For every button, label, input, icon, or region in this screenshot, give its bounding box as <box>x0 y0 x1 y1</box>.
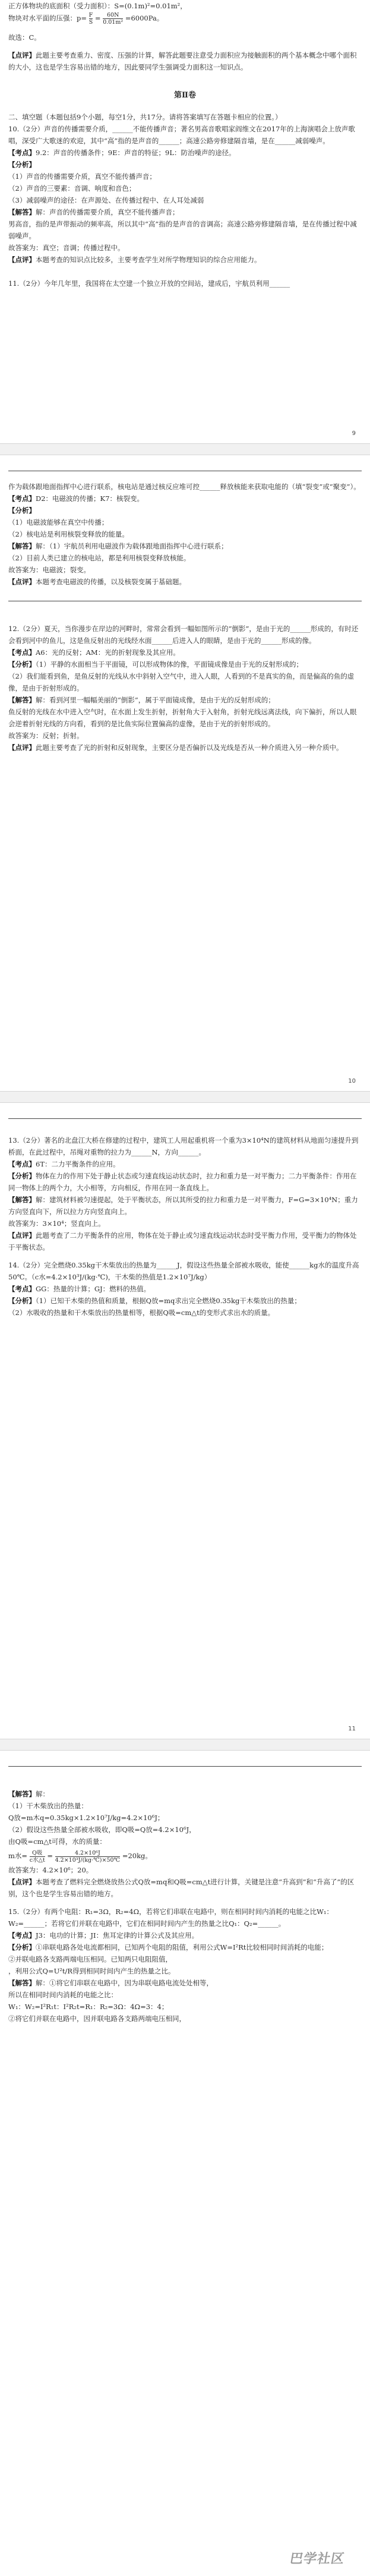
kaodian-tag: 【考点】 <box>8 1285 36 1293</box>
analysis-line: ，利用公式Q=U²t/R得到相同时间内产生的热量之比。 <box>8 1967 175 1975</box>
comment-block <box>6 576 364 588</box>
comment-tag: 【点评】 <box>8 256 36 264</box>
solution-line: 故答案为：反射；折射。 <box>8 732 84 740</box>
solution-line: W₁：W₂=I²R₁t：I²R₂t=R₁：R₂=3Ω：4Ω=3：4； <box>8 2003 169 2011</box>
solution-line: 男高音，指的是声带振动的频率高，所以其中“高”指的是声音的音调高；高速公路旁修建隔音墙，是在传播过程中减弱噪声。 <box>8 220 357 240</box>
denominator: 4.2×10³J/(kg·℃)×50℃ <box>55 1856 121 1864</box>
section-intro: 二、填空题（本题包括9个小题，每空1分，共17分。请将答案填写在答题卡相应的位置。） <box>8 113 282 121</box>
section-title: 第Ⅱ卷 <box>174 91 196 100</box>
formula-prefix: m水= <box>8 1852 28 1860</box>
analysis-block <box>6 159 364 171</box>
comment-block <box>6 1876 364 1900</box>
kaodian-text: 6T：二力平衡条件的应用。 <box>36 1160 120 1168</box>
comment-tag: 【点评】 <box>8 743 36 752</box>
solution-text: 解：①将它们串联在电路中，因为串联电路电流处处相等， <box>36 1979 213 1987</box>
solution-tag: 【解答】 <box>8 1196 36 1204</box>
analysis-block <box>6 1295 364 1307</box>
comment-text: 本题考查了燃料完全燃烧放热公式Q放=mq和Q吸=cm△t进行计算，关键是注意“升高到”和“升高了”的区别，这个也是学生容易出错的地方。 <box>8 1878 355 1898</box>
rule-line <box>8 1118 362 1119</box>
solution-tag: 【解答】 <box>8 1790 36 1798</box>
kaodian-block <box>6 1283 364 1295</box>
document-page-4 <box>6 1753 364 2576</box>
solution-line: Q放=m木q=0.35kg×1.2×10⁷J/kg=4.2×10⁶J； <box>8 1814 165 1822</box>
solution-line: 故答案为：3×10⁴；竖直向上。 <box>8 1219 105 1228</box>
page-separator <box>0 1739 370 1751</box>
solution-line: 所以在相同时间内消耗的电能之比： <box>8 1991 118 1999</box>
comment-text: 本题考查的知识点比较多，主要考查学生对所学物理知识的综合应用能力。 <box>36 256 261 264</box>
solution-line: 故答案为：真空；音调；传播过程中。 <box>8 244 125 252</box>
analysis-line: （2）核电站是利用核裂变释放的能量。 <box>8 530 129 538</box>
mass-formula <box>6 1847 364 1864</box>
analysis-line: （2）声音的三要素：音调、响度和音色； <box>8 184 136 193</box>
solution-line: 由Q吸=cm△t可得，水的质量： <box>8 1837 106 1846</box>
solution-block <box>6 694 364 706</box>
comment-tag: 【点评】 <box>8 1231 36 1240</box>
fraction <box>55 1850 121 1864</box>
formula-result: =6000Pa。 <box>125 14 164 23</box>
solution-block <box>6 206 364 218</box>
kaodian-tag: 【考点】 <box>8 149 36 157</box>
solution-line: 鱼反射的光线在水中进入空气时，在水面上发生折射，折射角大于入射角，折射光线远离法线，向下偏折，所以人眼会逆着折射光线的方向看，看到的是比鱼实际位置偏高的虚像，是由于光的折射形成的。 <box>8 708 357 728</box>
question-12: 12.（2分）夏天，当你漫步在岸边的河畔时，常常会看到一幅如图所示的“倒影”，是由于光的______形成的，有时还会看到河中的鱼儿，这是鱼反射出的光线经水面______后进入人的眼睛，是由于光的______形成的像。 <box>8 625 359 645</box>
solution-tag: 【解答】 <box>8 542 36 550</box>
comment-block <box>6 1229 364 1253</box>
comment-tag: 【点评】 <box>8 1878 36 1886</box>
question-15: 15.（2分）有两个电阻：R₁=3Ω，R₂=4Ω，若将它们串联在电路中，则在相同时间内消耗的电能之比W₁：W₂=______；若将它们并联在电路中，它们在相同时间内产生的热量之比Q₁：Q₂=______。 <box>8 1907 334 1928</box>
numerator: F <box>88 12 93 18</box>
fraction <box>103 12 123 26</box>
document-page-1 <box>6 0 364 440</box>
formula-result: =20kg。 <box>122 1852 152 1860</box>
comment-block <box>6 742 364 753</box>
numerator: 4.2×10⁶J <box>74 1849 100 1856</box>
denominator: 0.01m² <box>103 19 124 26</box>
analysis-line: （2）水吸收的热量和干木柴放出的热量相等，根据Q吸=cm△t的变形式求出水的质量。 <box>8 1309 275 1317</box>
comment-tag: 【点评】 <box>8 51 36 59</box>
equals: = <box>47 1852 53 1860</box>
numerator: Q吸 <box>32 1849 43 1856</box>
answer-line: 故选：C。 <box>8 33 41 42</box>
solution-block <box>6 1788 364 1800</box>
comment-text: 此题考查了二力平衡条件的应用，物体在处于静止或匀速直线运动状态时受平衡力作用，受平衡力的物体处于平衡状态。 <box>8 1231 357 1251</box>
analysis-line: （1）电磁波能够在真空中传播； <box>8 518 109 526</box>
document-page-2 <box>6 458 364 1087</box>
analysis-tag: 【分析】 <box>8 1943 36 1951</box>
solution-text: 解：看到河里一幅幅美丽的“倒影”，属于平面镜成像，是由于光的反射形成的； <box>36 696 275 704</box>
solution-line: ②将它们并联在电路中，因并联电路各支路两端电压相同， <box>8 2014 186 2023</box>
solution-line: （2）目前人类已建立的核电站，都是利用核裂变释放核能。 <box>8 554 191 562</box>
kaodian-tag: 【考点】 <box>8 494 36 503</box>
solution-block <box>6 1977 364 1989</box>
text-line: 正方体物块的底面积（受力面积）：S=(0.1m)²=0.01m²， <box>8 2 187 10</box>
fraction <box>30 1850 45 1864</box>
page-number: 10 <box>348 1078 356 1084</box>
kaodian-tag: 【考点】 <box>8 1160 36 1168</box>
kaodian-tag: 【考点】 <box>8 1931 36 1940</box>
analysis-text: ①串联电路各处电流都相同，已知两个电阻的阻值，利用公式W=I²Rt比较相同时间消耗的电能； <box>36 1943 328 1951</box>
denominator: S <box>88 19 93 26</box>
comment-text: 此题主要考查重力、密度、压强的计算，解答此题要注意受力面积应为接触面积的两个基本概念中哪个面积的大小，这也是学生容易出错的地方，因此要同学生强调受力面积这一知识点。 <box>8 51 357 71</box>
analysis-text: （1）已知干木柴的热值和质量，根据Q放=mq求出完全燃烧0.35kg干木柴放出的热量； <box>36 1297 301 1305</box>
kaodian-block <box>6 647 364 658</box>
analysis-tag: 【分析】 <box>8 1172 36 1180</box>
analysis-block <box>6 505 364 516</box>
analysis-line: ②并联电路各支路两端电压相同。已知两只电阻阻值， <box>8 1955 172 1963</box>
solution-block <box>6 1194 364 1218</box>
solution-block <box>6 540 364 552</box>
rule-line <box>8 1766 362 1767</box>
question-13: 13.（2分）著名的北盘江大桥在修建的过程中，建筑工人用起重机将一个重为3×10⁴N的建筑材料从地面匀速提升到桥面，在此过程中，吊绳对重物的拉力为______N，方向______。 <box>8 1136 359 1156</box>
analysis-text: （1）平静的水面相当于平面镜，可以形成物体的像，平面镜成像是由于光的反射形成的； <box>36 660 303 669</box>
analysis-text: 物体在力的作用下处于静止状态或匀速直线运动状态时，拉力和重力是一对平衡力；二力平衡条件：作用在同一物体上的两个力，大小相等，方向相反，作用在同一条直线上。 <box>8 1172 357 1192</box>
fraction <box>89 12 93 26</box>
solution-tag: 【解答】 <box>8 1979 36 1987</box>
solution-tag: 【解答】 <box>8 208 36 216</box>
comment-block <box>6 254 364 266</box>
kaodian-text: A6：光的反射；AM：光的折射现象及其应用。 <box>36 648 180 657</box>
formula-prefix: 物块对水平面的压强：p= <box>8 14 87 23</box>
kaodian-block <box>6 493 364 505</box>
solution-tag: 【解答】 <box>8 696 36 704</box>
analysis-tag: 【分析】 <box>8 160 36 169</box>
analysis-block <box>6 1941 364 1953</box>
page-separator <box>0 1091 370 1103</box>
kaodian-block <box>6 147 364 159</box>
kaodian-text: 9.2：声音的传播条件；9E：声音的特征；9L：防治噪声的途径。 <box>36 149 236 157</box>
analysis-tag: 【分析】 <box>8 506 36 515</box>
site-watermark-logo: 巴学社区 <box>288 2552 346 2566</box>
page-separator <box>0 443 370 455</box>
kaodian-text: J3：电功的计算；JI：焦耳定律的计算公式及其应用。 <box>36 1931 199 1940</box>
analysis-tag: 【分析】 <box>8 1297 36 1305</box>
solution-line: （2）假设这些热量全部被水吸收，即Q吸=Q放=4.2×10⁶J， <box>8 1825 196 1834</box>
solution-text: 解：声音的传播需要介质，真空不能传播声音； <box>36 208 179 216</box>
pressure-formula <box>6 12 364 26</box>
solution-text: 解： <box>36 1790 49 1798</box>
kaodian-text: GG：热量的计算；GJ：燃料的热值。 <box>36 1285 151 1293</box>
comment-text: 此题主要考查了光的折射和反射现象，主要区分是否偏折以及光线是否从一种介质进入另一种介质中。 <box>36 743 343 752</box>
page-number: 11 <box>348 1726 356 1732</box>
kaodian-tag: 【考点】 <box>8 648 36 657</box>
analysis-block <box>6 658 364 670</box>
question-11: 11.（2分）今年几年里，我国将在太空建一个独立开放的空间站，建成后，宇航员利用______ <box>8 279 290 288</box>
solution-text: 解：（1）宇航员利用电磁波作为载体跟地面指挥中心进行联系； <box>36 542 228 550</box>
analysis-line: （2）我们能看到鱼，是鱼反射的光线从水中斜射入空气中，进入人眼，人看到的不是真实的鱼，而是偏高的鱼的虚像，是由于折射形成的。 <box>8 672 355 692</box>
analysis-block <box>6 1170 364 1194</box>
kaodian-text: D2：电磁波的传播；K7：核裂变。 <box>36 494 144 503</box>
solution-text: 解：建筑材料被匀速提起，处于平衡状态，所以其所受的拉力和重力是一对平衡力，F=G=3×10⁴N；重力方向竖直向下，所以拉力方向竖直向上。 <box>8 1196 358 1216</box>
question-11-cont: 作为载体跟地面指挥中心进行联系，核电站是通过核反应堆可控______释放核能来获取电能的（填“裂变”或“聚变”）。 <box>8 483 360 491</box>
document-page-3 <box>6 1105 364 1735</box>
solution-line: 故答案为：电磁波；裂变。 <box>8 566 90 574</box>
analysis-line: （3）减弱噪声的途径：在声源处、在传播过程中、在人耳处减弱 <box>8 196 204 204</box>
equals: = <box>94 14 101 23</box>
solution-line: 故答案为：4.2×10⁶；20。 <box>8 1866 93 1874</box>
numerator: 60N <box>106 12 119 18</box>
comment-text: 本题考查电磁波的传播，以及核裂变属于基础题。 <box>36 578 186 586</box>
denominator: c水△t <box>29 1856 45 1864</box>
solution-line: （1）干木柴放出的热量： <box>8 1802 88 1810</box>
kaodian-block <box>6 1929 364 1941</box>
kaodian-block <box>6 1158 364 1170</box>
analysis-tag: 【分析】 <box>8 660 36 669</box>
comment-block <box>6 49 364 73</box>
comment-tag: 【点评】 <box>8 578 36 586</box>
analysis-line: （1）声音的传播需要介质，真空不能传播声音； <box>8 172 156 181</box>
question-14: 14.（2分）完全燃烧0.35kg干木柴放出的热量为______J，假设这些热量全部被水吸收，能使______kg水的温度升高50℃。（c水=4.2×10³J/(kg·℃)，干木柴的热值是1.2×10⁷J/kg） <box>8 1261 359 1281</box>
question-10: 10.（2分）声音的传播需要介质，______不能传播声音；著名男高音歌唱家阎维文在2017年的上海演唱会上放声歌唱，深受广大歌迷的欢迎，其中“高”指的是声音的______；高速公路旁修建隔音墙，是在______减弱噪声。 <box>8 125 355 145</box>
page-number: 9 <box>352 430 356 437</box>
